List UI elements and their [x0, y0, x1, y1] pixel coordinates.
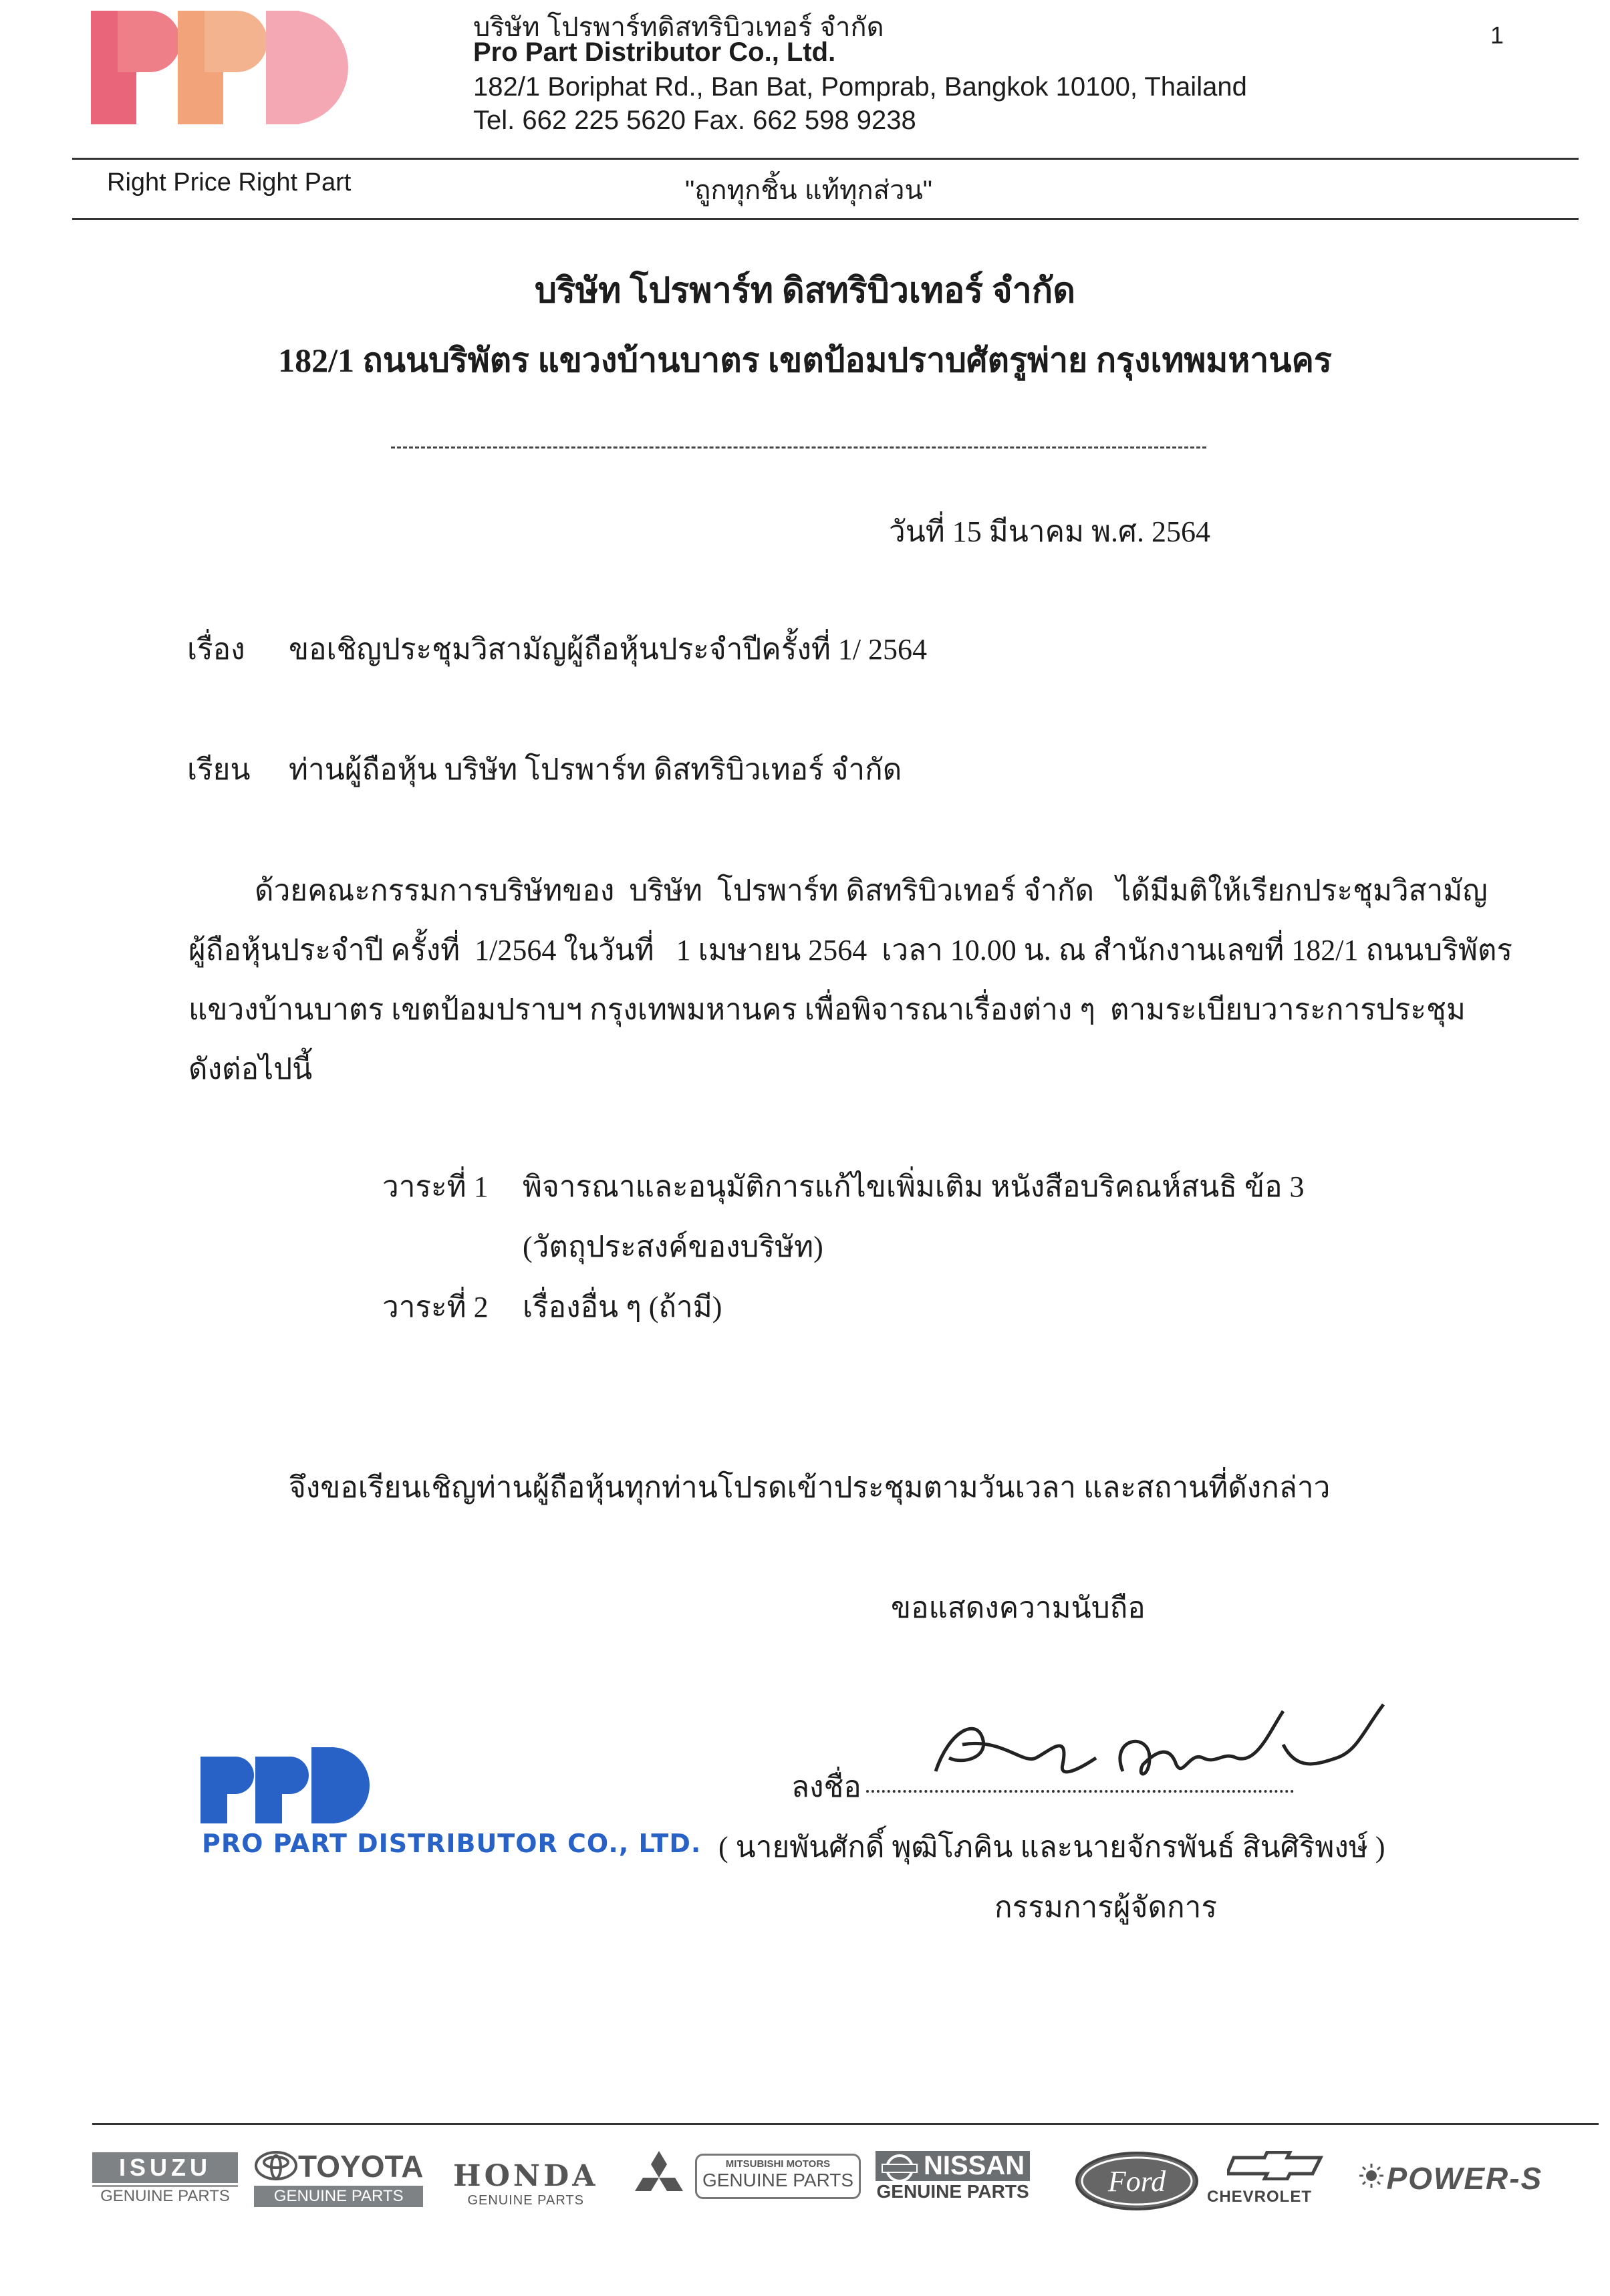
- ford-name: Ford: [1107, 2165, 1166, 2198]
- chevrolet-brand-logo: [1207, 2151, 1327, 2206]
- letter-title-company: บริษัท โปรพาร์ท ดิสทริบิวเทอร์ จำกัด: [534, 272, 1076, 310]
- nissan-emblem-icon: [880, 2154, 920, 2183]
- power-s-brand-logo: [1359, 2160, 1542, 2196]
- isuzu-subtitle: GENUINE PARTS: [92, 2185, 238, 2206]
- body-line: ด้วยคณะกรรมการบริษัทของ บริษัท โปรพาร์ท ดิสทริบิวเทอร์ จำกัด ได้มีมติให้เรียกประชุมวิสามัญ: [188, 874, 1488, 907]
- letter-title-address: 182/1 ถนนบริพัตร แขวงบ้านบาตร เขตป้อมปราบศัตรูพ่าย กรุงเทพมหานคร: [278, 342, 1332, 379]
- subject-label: เรื่อง: [187, 633, 245, 666]
- mitsubishi-diamonds-icon: [628, 2151, 690, 2208]
- recipient-text: ท่านผู้ถือหุ้น บริษัท โปรพาร์ท ดิสทริบิวเทอร์ จำกัด: [289, 753, 902, 786]
- header-rule-bottom: [72, 218, 1579, 220]
- sun-icon: [1359, 2164, 1383, 2188]
- power-s-name: POWER-S: [1386, 2161, 1543, 2196]
- isuzu-name: ISUZU: [92, 2152, 238, 2183]
- header-rule-top: [72, 158, 1579, 160]
- logo-letter-p2: [178, 11, 267, 124]
- agenda-1-text: พิจารณาและอนุมัติการแก้ไขเพิ่มเติม หนังสือบริคณห์สนธิ ข้อ 3: [523, 1170, 1305, 1203]
- agenda-2-text: เรื่องอื่น ๆ (ถ้ามี): [523, 1291, 722, 1323]
- company-logo: [91, 11, 352, 133]
- company-stamp-text: PRO PART DISTRIBUTOR CO., LTD.: [202, 1829, 702, 1858]
- signer-names: ( นายพันศักดิ์ พุฒิโภคิน และนายจักรพันธ์ สินศิริพงษ์ ): [718, 1831, 1385, 1864]
- agenda-1-label: วาระที่ 1: [382, 1170, 489, 1203]
- invitation-text: จึงขอเรียนเชิญท่านผู้ถือหุ้นทุกท่านโปรดเข้าประชุมตามวันเวลา และสถานที่ดังกล่าว: [289, 1471, 1331, 1504]
- company-address: 182/1 Boriphat Rd., Ban Bat, Pomprab, Bangkok 10100, Thailand: [473, 72, 1247, 102]
- logo-letter-p1: [91, 11, 180, 124]
- company-stamp-logo: [200, 1745, 381, 1835]
- company-contact: Tel. 662 225 5620 Fax. 662 598 9238: [473, 106, 916, 135]
- slogan-thai: "ถูกทุกชิ้น แท้ทุกส่วน": [685, 176, 932, 205]
- toyota-name: TOYOTA: [298, 2149, 424, 2184]
- honda-subtitle: GENUINE PARTS: [467, 2193, 584, 2208]
- body-line: ผู้ถือหุ้นประจำปี ครั้งที่ 1/2564 ในวันที่ 1 เมษายน 2564 เวลา 10.00 น. ณ สำนักงานเลขที่ 182/1 ถนนบริพัตร: [188, 934, 1513, 967]
- isuzu-brand-logo: [92, 2152, 238, 2206]
- nissan-subtitle: GENUINE PARTS: [876, 2181, 1029, 2202]
- mitsubishi-name: MITSUBISHI MOTORS: [725, 2158, 831, 2170]
- footer-rule: [92, 2123, 1599, 2125]
- chevrolet-name: CHEVROLET: [1207, 2188, 1313, 2206]
- agenda-1-text-cont: (วัตถุประสงค์ของบริษัท): [523, 1231, 823, 1263]
- chevrolet-bowtie-icon: [1227, 2151, 1327, 2180]
- company-name-thai: บริษัท โปรพาร์ทดิสทริบิวเทอร์ จำกัด: [473, 13, 884, 42]
- logo-letter-d: [266, 11, 348, 124]
- signature-line: [866, 1790, 1294, 1793]
- nissan-name: NISSAN: [924, 2151, 1025, 2180]
- letter-date: วันที่ 15 มีนาคม พ.ศ. 2564: [889, 515, 1210, 548]
- agenda-2-label: วาระที่ 2: [382, 1291, 489, 1323]
- toyota-brand-logo: [254, 2148, 423, 2207]
- slogan-english: Right Price Right Part: [107, 168, 352, 197]
- toyota-subtitle: GENUINE PARTS: [254, 2186, 423, 2207]
- recipient-label: เรียน: [187, 753, 251, 786]
- signer-position: กรรมการผู้จัดการ: [994, 1891, 1218, 1924]
- closing-text: ขอแสดงความนับถือ: [891, 1591, 1146, 1624]
- body-line: ดังต่อไปนี้: [188, 1053, 313, 1086]
- ford-brand-logo: [1073, 2150, 1200, 2216]
- dashed-divider: [391, 447, 1206, 449]
- subject-text: ขอเชิญประชุมวิสามัญผู้ถือหุ้นประจำปีครั้งที่ 1/ 2564: [289, 633, 928, 666]
- nissan-brand-logo: [876, 2151, 1030, 2202]
- toyota-emblem-icon: [254, 2150, 298, 2181]
- company-name-english: Pro Part Distributor Co., Ltd.: [473, 37, 836, 67]
- sign-label: ลงชื่อ: [791, 1771, 861, 1803]
- page-number: 1: [1490, 21, 1504, 49]
- honda-brand-logo: [453, 2159, 598, 2208]
- mitsubishi-brand-logo: [695, 2154, 861, 2199]
- honda-name: HONDA: [453, 2159, 599, 2193]
- body-line: แขวงบ้านบาตร เขตป้อมปราบฯ กรุงเทพมหานคร เพื่อพิจารณาเรื่องต่าง ๆ ตามระเบียบวาระการประชุม: [188, 993, 1466, 1026]
- body-paragraph: [188, 861, 1513, 1099]
- mitsubishi-subtitle: GENUINE PARTS: [702, 2170, 854, 2190]
